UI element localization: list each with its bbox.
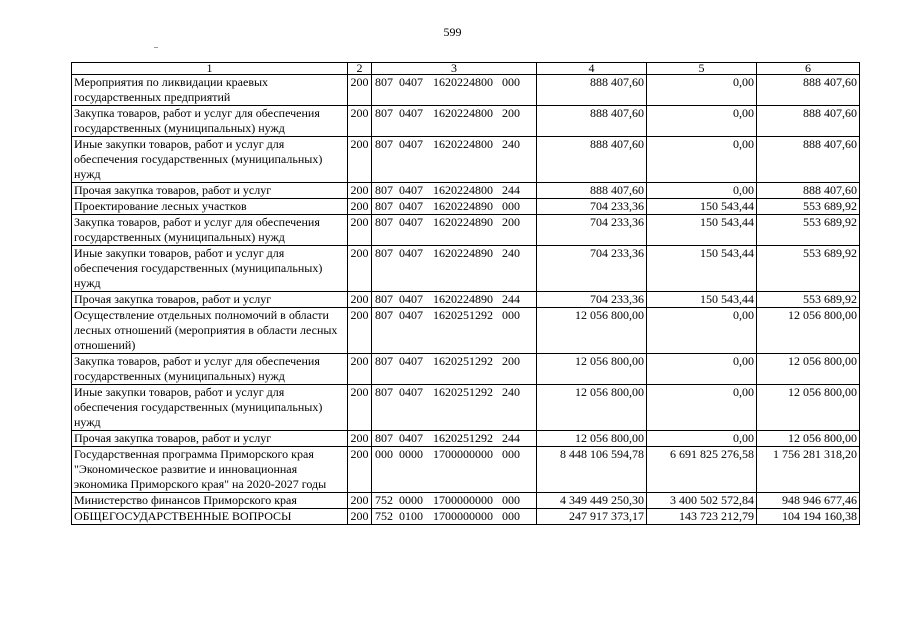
row-budget-code xyxy=(372,137,537,183)
row-name: Закупка товаров, работ и услуг для обеспечения государственных (муниципальных) нужд xyxy=(72,215,348,246)
row-name: Министерство финансов Приморского края xyxy=(72,493,348,509)
row-budget-code xyxy=(372,447,537,493)
row-amount-4: 12 056 800,00 xyxy=(537,385,647,431)
code-sec: 0000 xyxy=(399,447,423,461)
row-name: Проектирование лесных участков xyxy=(72,199,348,215)
code-csr: 1700000000 xyxy=(433,493,493,507)
code-grbs: 807 xyxy=(375,308,393,322)
code-sec: 0407 xyxy=(399,75,423,89)
table-row xyxy=(72,354,860,385)
header-row xyxy=(72,63,860,75)
code-grbs: 807 xyxy=(375,137,393,151)
row-name: Мероприятия по ликвидации краевых государственных предприятий xyxy=(72,75,348,106)
row-amount-6: 888 407,60 xyxy=(757,75,860,106)
row-amount-6: 12 056 800,00 xyxy=(757,308,860,354)
row-amount-6: 12 056 800,00 xyxy=(757,431,860,447)
code-sec: 0407 xyxy=(399,137,423,151)
row-budget-code xyxy=(372,354,537,385)
code-sec: 0407 xyxy=(399,183,423,197)
code-sec: 0407 xyxy=(399,215,423,229)
row-amount-4: 12 056 800,00 xyxy=(537,308,647,354)
row-amount-6: 948 946 677,46 xyxy=(757,493,860,509)
row-amount-6: 888 407,60 xyxy=(757,106,860,137)
table-row xyxy=(72,106,860,137)
row-budget-code xyxy=(372,431,537,447)
row-amount-5: 0,00 xyxy=(647,137,757,183)
row-name: ОБЩЕГОСУДАРСТВЕННЫЕ ВОПРОСЫ xyxy=(72,509,348,525)
row-budget-code xyxy=(372,215,537,246)
code-grbs: 807 xyxy=(375,431,393,445)
row-amount-5: 0,00 xyxy=(647,431,757,447)
code-grbs: 807 xyxy=(375,385,393,399)
row-amount-6: 12 056 800,00 xyxy=(757,385,860,431)
row-code-col2: 200 xyxy=(348,215,372,246)
row-amount-6: 553 689,92 xyxy=(757,292,860,308)
code-sec: 0407 xyxy=(399,385,423,399)
table-row xyxy=(72,509,860,525)
row-amount-6: 553 689,92 xyxy=(757,199,860,215)
row-amount-4: 704 233,36 xyxy=(537,199,647,215)
row-code-col2: 200 xyxy=(348,106,372,137)
code-vr: 200 xyxy=(502,354,520,368)
code-grbs: 752 xyxy=(375,509,393,523)
row-code-col2: 200 xyxy=(348,447,372,493)
code-csr: 1620224800 xyxy=(433,183,493,197)
row-name: Государственная программа Приморского края "Экономическое развитие и инновационная экономика Приморского края" на 2020-2027 годы xyxy=(72,447,348,493)
code-csr: 1620251292 xyxy=(433,354,493,368)
row-amount-6: 553 689,92 xyxy=(757,246,860,292)
table-row xyxy=(72,75,860,106)
code-grbs: 807 xyxy=(375,246,393,260)
table-row xyxy=(72,385,860,431)
row-name: Прочая закупка товаров, работ и услуг xyxy=(72,431,348,447)
code-csr: 1620251292 xyxy=(433,431,493,445)
header-cell-5: 5 xyxy=(647,63,757,75)
row-name: Осуществление отдельных полномочий в области лесных отношений (мероприятия в области лесных отношений) xyxy=(72,308,348,354)
row-amount-5: 0,00 xyxy=(647,75,757,106)
code-sec: 0407 xyxy=(399,354,423,368)
row-amount-5: 150 543,44 xyxy=(647,215,757,246)
row-amount-5: 3 400 502 572,84 xyxy=(647,493,757,509)
code-sec: 0100 xyxy=(399,509,423,523)
row-amount-4: 888 407,60 xyxy=(537,106,647,137)
code-vr: 244 xyxy=(502,431,520,445)
code-vr: 240 xyxy=(502,385,520,399)
header-cell-3: 3 xyxy=(372,63,537,75)
table-row xyxy=(72,447,860,493)
table-row xyxy=(72,493,860,509)
code-grbs: 807 xyxy=(375,106,393,120)
code-csr: 1620224890 xyxy=(433,215,493,229)
code-vr: 000 xyxy=(502,75,520,89)
row-amount-5: 0,00 xyxy=(647,106,757,137)
row-amount-4: 704 233,36 xyxy=(537,215,647,246)
table-row xyxy=(72,137,860,183)
row-budget-code xyxy=(372,509,537,525)
header-cell-2: 2 xyxy=(348,63,372,75)
row-name: Прочая закупка товаров, работ и услуг xyxy=(72,183,348,199)
table-row xyxy=(72,431,860,447)
row-code-col2: 200 xyxy=(348,431,372,447)
code-csr: 1620224800 xyxy=(433,75,493,89)
table-row xyxy=(72,215,860,246)
row-amount-4: 888 407,60 xyxy=(537,183,647,199)
row-amount-6: 888 407,60 xyxy=(757,137,860,183)
code-csr: 1700000000 xyxy=(433,447,493,461)
row-code-col2: 200 xyxy=(348,137,372,183)
header-cell-6: 6 xyxy=(757,63,860,75)
table-body xyxy=(72,63,860,525)
table-row xyxy=(72,183,860,199)
code-sec: 0407 xyxy=(399,246,423,260)
code-vr: 200 xyxy=(502,106,520,120)
code-vr: 000 xyxy=(502,509,520,523)
header-cell-4: 4 xyxy=(537,63,647,75)
row-amount-4: 8 448 106 594,78 xyxy=(537,447,647,493)
code-sec: 0407 xyxy=(399,431,423,445)
row-budget-code xyxy=(372,308,537,354)
row-amount-5: 150 543,44 xyxy=(647,199,757,215)
code-grbs: 807 xyxy=(375,215,393,229)
row-budget-code xyxy=(372,246,537,292)
code-sec: 0000 xyxy=(399,493,423,507)
row-name: Иные закупки товаров, работ и услуг для обеспечения государственных (муниципальных) нужд xyxy=(72,137,348,183)
page-number: 599 xyxy=(443,25,462,39)
row-code-col2: 200 xyxy=(348,308,372,354)
code-vr: 000 xyxy=(502,493,520,507)
row-amount-4: 888 407,60 xyxy=(537,75,647,106)
code-grbs: 807 xyxy=(375,292,393,306)
code-vr: 240 xyxy=(502,137,520,151)
code-vr: 000 xyxy=(502,447,520,461)
row-name: Иные закупки товаров, работ и услуг для обеспечения государственных (муниципальных) нужд xyxy=(72,385,348,431)
code-grbs: 807 xyxy=(375,354,393,368)
code-csr: 1620251292 xyxy=(433,385,493,399)
code-vr: 000 xyxy=(502,199,520,213)
row-budget-code xyxy=(372,292,537,308)
row-amount-5: 0,00 xyxy=(647,183,757,199)
code-csr: 1620251292 xyxy=(433,308,493,322)
row-amount-5: 0,00 xyxy=(647,354,757,385)
row-amount-5: 150 543,44 xyxy=(647,292,757,308)
code-grbs: 807 xyxy=(375,183,393,197)
row-code-col2: 200 xyxy=(348,354,372,385)
code-sec: 0407 xyxy=(399,199,423,213)
row-budget-code xyxy=(372,75,537,106)
row-code-col2: 200 xyxy=(348,199,372,215)
row-amount-6: 12 056 800,00 xyxy=(757,354,860,385)
code-grbs: 807 xyxy=(375,199,393,213)
row-amount-6: 553 689,92 xyxy=(757,215,860,246)
code-csr: 1620224890 xyxy=(433,246,493,260)
row-amount-4: 704 233,36 xyxy=(537,246,647,292)
code-grbs: 752 xyxy=(375,493,393,507)
row-code-col2: 200 xyxy=(348,385,372,431)
code-vr: 000 xyxy=(502,308,520,322)
code-vr: 240 xyxy=(502,246,520,260)
row-amount-4: 704 233,36 xyxy=(537,292,647,308)
code-csr: 1620224890 xyxy=(433,199,493,213)
budget-table xyxy=(71,62,860,525)
row-amount-5: 6 691 825 276,58 xyxy=(647,447,757,493)
row-budget-code xyxy=(372,493,537,509)
row-amount-6: 104 194 160,38 xyxy=(757,509,860,525)
table-row xyxy=(72,199,860,215)
code-grbs: 807 xyxy=(375,75,393,89)
table-row xyxy=(72,246,860,292)
code-csr: 1620224890 xyxy=(433,292,493,306)
table-row xyxy=(72,292,860,308)
code-grbs: 000 xyxy=(375,447,393,461)
row-amount-4: 12 056 800,00 xyxy=(537,354,647,385)
code-sec: 0407 xyxy=(399,308,423,322)
scan-mark xyxy=(154,47,158,48)
row-code-col2: 200 xyxy=(348,292,372,308)
row-budget-code xyxy=(372,106,537,137)
code-vr: 200 xyxy=(502,215,520,229)
row-name: Закупка товаров, работ и услуг для обеспечения государственных (муниципальных) нужд xyxy=(72,354,348,385)
row-amount-5: 0,00 xyxy=(647,385,757,431)
row-amount-5: 150 543,44 xyxy=(647,246,757,292)
row-code-col2: 200 xyxy=(348,75,372,106)
row-amount-4: 888 407,60 xyxy=(537,137,647,183)
row-code-col2: 200 xyxy=(348,493,372,509)
row-code-col2: 200 xyxy=(348,183,372,199)
code-vr: 244 xyxy=(502,292,520,306)
code-csr: 1700000000 xyxy=(433,509,493,523)
row-budget-code xyxy=(372,385,537,431)
row-code-col2: 200 xyxy=(348,246,372,292)
code-sec: 0407 xyxy=(399,292,423,306)
row-code-col2: 200 xyxy=(348,509,372,525)
row-amount-5: 0,00 xyxy=(647,308,757,354)
row-amount-6: 1 756 281 318,20 xyxy=(757,447,860,493)
row-amount-4: 12 056 800,00 xyxy=(537,431,647,447)
row-name: Иные закупки товаров, работ и услуг для обеспечения государственных (муниципальных) нужд xyxy=(72,246,348,292)
code-vr: 244 xyxy=(502,183,520,197)
row-amount-5: 143 723 212,79 xyxy=(647,509,757,525)
code-csr: 1620224800 xyxy=(433,106,493,120)
table-row xyxy=(72,308,860,354)
row-amount-4: 247 917 373,17 xyxy=(537,509,647,525)
row-budget-code xyxy=(372,183,537,199)
header-cell-1: 1 xyxy=(72,63,348,75)
code-sec: 0407 xyxy=(399,106,423,120)
row-name: Прочая закупка товаров, работ и услуг xyxy=(72,292,348,308)
row-amount-6: 888 407,60 xyxy=(757,183,860,199)
row-amount-4: 4 349 449 250,30 xyxy=(537,493,647,509)
code-csr: 1620224800 xyxy=(433,137,493,151)
row-name: Закупка товаров, работ и услуг для обеспечения государственных (муниципальных) нужд xyxy=(72,106,348,137)
row-budget-code xyxy=(372,199,537,215)
